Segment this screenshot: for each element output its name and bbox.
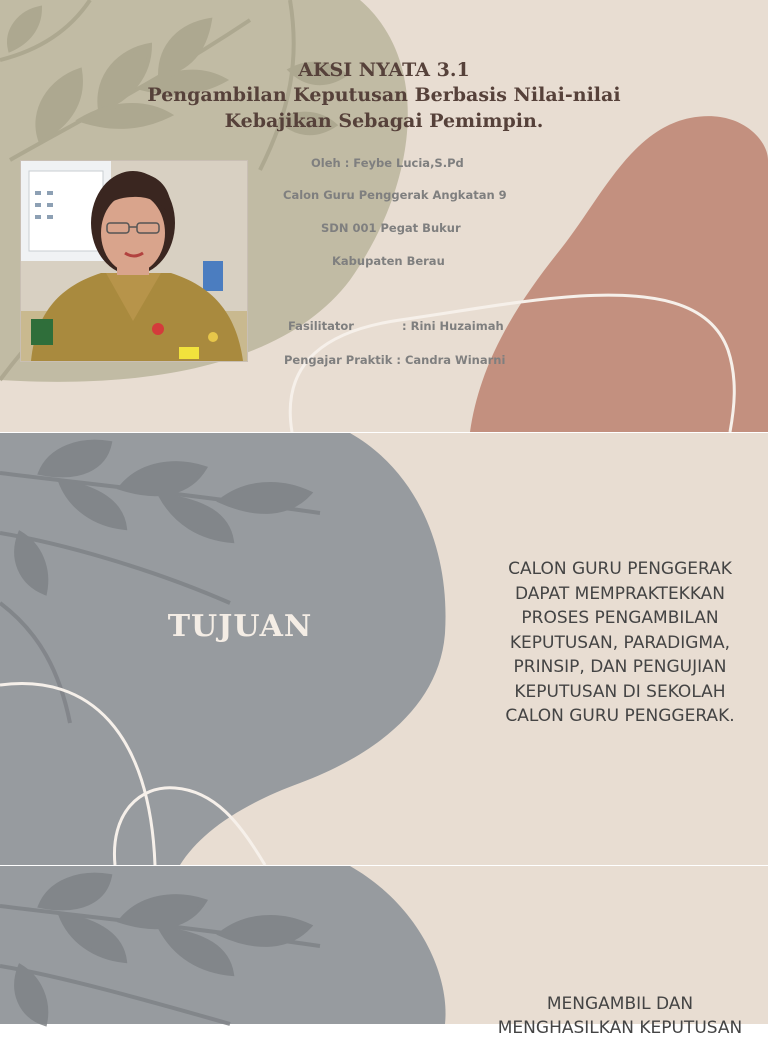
slide3-text: MENGAMBIL DAN MENGHASILKAN KEPUTUSAN — [497, 994, 743, 1038]
section-heading: TUJUAN — [167, 609, 313, 644]
school-text: SDN 001 Pegat Bukur — [321, 221, 461, 235]
author-photo — [20, 160, 248, 362]
program-text: Calon Guru Penggerak Angkatan 9 — [283, 188, 507, 202]
title-block — [100, 58, 668, 134]
rose-blob — [470, 116, 768, 432]
mentor-text: Pengajar Praktik : Candra Winarni — [284, 353, 506, 367]
goal-text: CALON GURU PENGGERAK DAPAT MEMPRAKTEKKAN PROSES PENGAMBILAN KEPUTUSAN, PARADIGMA, PRINSIP, DAN PENGUJIAN KEPUTUSAN DI SEKOLAH CALON GURU PENGGERAK. — [505, 559, 735, 726]
author-text: Oleh : Feybe Lucia,S.Pd — [311, 156, 464, 170]
title-line-2: Pengambilan Keputusan Berbasis Nilai-nilai — [147, 84, 621, 106]
slide-partial — [0, 866, 768, 1038]
facilitator-text: Fasilitator : Rini Huzaimah — [288, 319, 504, 333]
title-line-3: Kebajikan Sebagai Pemimpin. — [224, 110, 544, 132]
title-line-1: AKSI NYATA 3.1 — [298, 59, 470, 81]
slide-title — [0, 0, 768, 432]
slide-goal — [0, 433, 768, 865]
region-text: Kabupaten Berau — [332, 254, 445, 268]
portrait-image — [21, 161, 247, 361]
